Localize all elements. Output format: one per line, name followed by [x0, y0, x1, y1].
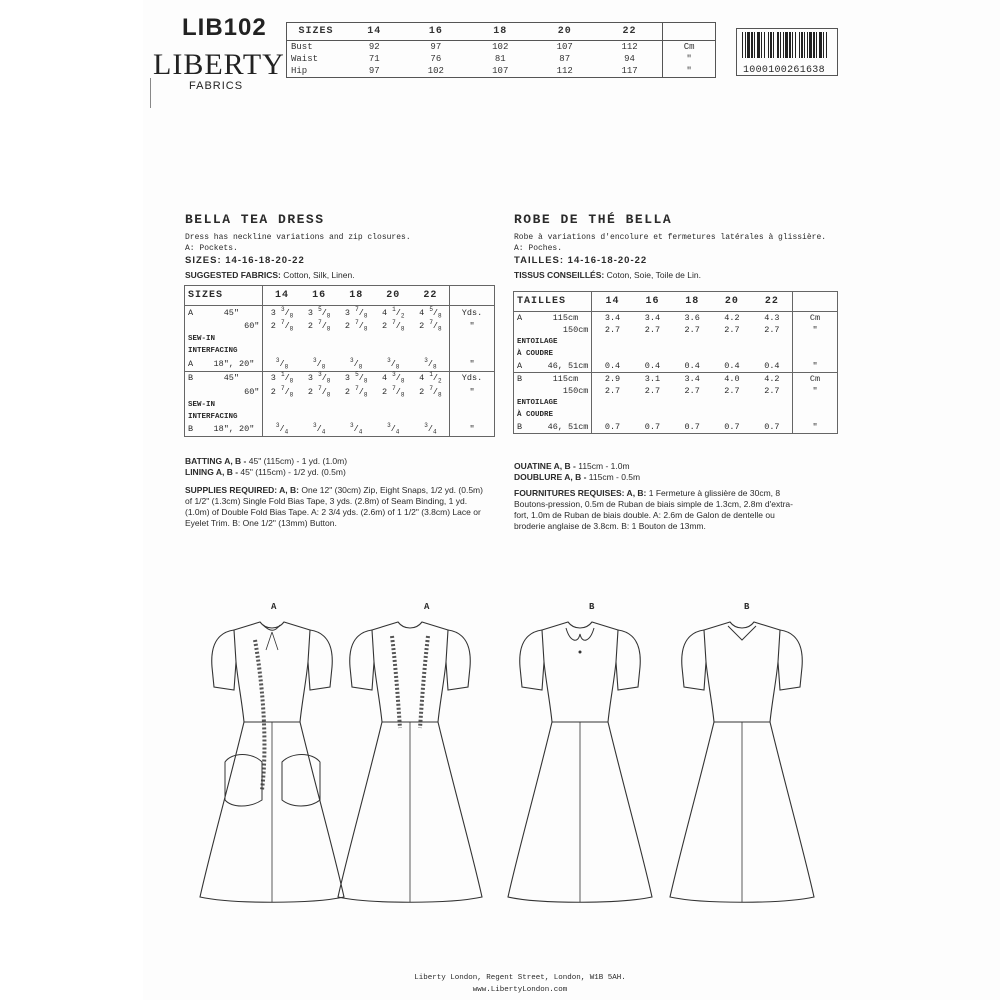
fabrics-label: TISSUS CONSEILLÉS: [514, 270, 605, 280]
measurement-value: 92 [368, 42, 380, 52]
measurement-unit: Cm [663, 41, 716, 54]
measurement-label: Bust [287, 41, 346, 54]
french-title: ROBE DE THÉ BELLA [514, 212, 673, 227]
yardage-unit: Yds. [450, 371, 495, 385]
measurement-value: 81 [494, 54, 506, 64]
batting-label: OUATINE A, B - [514, 461, 576, 471]
measurement-unit: " [663, 65, 716, 78]
row-label: ENTOILAGE [514, 397, 592, 409]
dress-view-a-front [200, 622, 344, 902]
view-label: B [589, 602, 595, 612]
batting-value: 115cm - 1.0m [578, 461, 630, 471]
row-label: A 45" [185, 306, 263, 320]
yardage-value: 2 $^7/_8$ [419, 319, 442, 334]
footer-website: www.LibertyLondon.com [472, 986, 568, 994]
fabrics-value: Coton, Soie, Toile de Lin. [606, 270, 701, 280]
yardage-value: 3 $^3/_8$ [301, 371, 338, 385]
yardage-value: 3 $^5/_8$ [338, 371, 375, 385]
yardage-value: $^3/_4$ [424, 422, 437, 437]
supplies-text: of 1/2" (1.3cm) Single Fold Bias Tape, 3 yds. (2.8m) of Seam Binding, 1 yd. [185, 496, 468, 506]
yardage-value: 2.7 [644, 325, 661, 335]
row-label: 150cm [514, 324, 592, 336]
measurement-label: Waist [287, 53, 346, 65]
yardage-value: 0.7 [724, 422, 740, 432]
english-sizes: SIZES: 14-16-18-20-22 [185, 255, 305, 266]
measurement-value: 97 [430, 42, 442, 52]
measurement-value: 76 [430, 54, 442, 64]
dress-view-b-back [670, 622, 814, 902]
row-label: À COUDRE [514, 348, 592, 360]
column-header: 14 [345, 23, 404, 41]
measurement-value: 117 [597, 65, 663, 78]
row-label: À COUDRE [514, 409, 592, 421]
yardage-value: 2.7 [684, 386, 700, 396]
measurement-value: 112 [621, 42, 638, 52]
view-label: A [424, 602, 430, 612]
fabrics-label: SUGGESTED FABRICS: [185, 270, 281, 280]
row-label: 60" [185, 385, 263, 399]
yardage-value: 3 $^3/_8$ [270, 306, 294, 320]
yardage-value: 4 $^5/_8$ [419, 306, 442, 320]
column-header: TAILLES [514, 292, 592, 312]
supplies-text: (1.0m) of Double Fold Bias Tape. A: 2 3/4 yds. (2.6m) of 1 1/2" (3.8cm) Lace or [185, 507, 481, 517]
yardage-value: 2.7 [684, 325, 700, 335]
english-title: BELLA TEA DRESS [185, 212, 325, 227]
yardage-value: 2 $^7/_8$ [344, 319, 368, 334]
column-header: 16 [633, 292, 673, 312]
yardage-value: 2.7 [644, 386, 661, 396]
yardage-unit: " [450, 357, 495, 371]
yardage-value: 4.2 [724, 313, 740, 323]
english-desc-line: Dress has neckline variations and zip closures. [185, 233, 411, 242]
yardage-unit: " [793, 360, 838, 373]
yardage-value: $^3/_8$ [350, 357, 363, 371]
yardage-unit: Cm [793, 373, 838, 386]
english-desc-line: A: Pockets. [185, 244, 238, 253]
yardage-unit: " [793, 385, 838, 397]
supplies-text: Eyelet Trim. B: One 1/2" (13mm) Button. [185, 518, 337, 528]
supplies-label: SUPPLIES REQUIRED: A, B: [185, 485, 299, 495]
yardage-value: 0.7 [684, 422, 700, 432]
row-label: ENTOILAGE [514, 336, 592, 348]
row-label: INTERFACING [185, 345, 263, 357]
yardage-value: 3.4 [672, 373, 712, 386]
brand-subtitle: FABRICS [189, 80, 244, 92]
yardage-value: 3.4 [604, 313, 621, 323]
french-desc-line: A: Poches. [514, 244, 563, 253]
yardage-unit: " [450, 320, 495, 334]
batting-label: BATTING A, B - [185, 456, 247, 466]
yardage-value: 2.9 [592, 373, 633, 386]
lining-label: DOUBLURE A, B - [514, 472, 587, 482]
yardage-value: 2 $^7/_8$ [419, 385, 442, 399]
measurement-value: 107 [468, 65, 532, 78]
yardage-value: $^3/_8$ [275, 357, 289, 371]
yardage-value: $^3/_4$ [312, 422, 326, 437]
row-label: 150cm [514, 385, 592, 397]
yardage-value: 4 $^1/_2$ [381, 306, 405, 320]
column-header: 22 [412, 286, 450, 306]
row-label: INTERFACING [185, 411, 263, 423]
yardage-value: 0.4 [684, 361, 700, 371]
yardage-value: 2 $^7/_8$ [381, 385, 405, 399]
column-header: 16 [301, 286, 338, 306]
measurement-value: 97 [345, 65, 404, 78]
dress-view-b-front [508, 622, 652, 902]
yardage-value: 3 $^1/_8$ [263, 371, 301, 385]
french-sizes: TAILLES: 14-16-18-20-22 [514, 255, 648, 266]
yardage-value: 0.7 [764, 422, 780, 432]
yardage-value: $^3/_4$ [387, 422, 400, 437]
yardage-value: $^3/_8$ [424, 357, 437, 371]
brand-logo: LIBERTY [153, 48, 285, 81]
column-header: SIZES [287, 23, 346, 41]
column-header: 20 [532, 23, 596, 41]
supplies-text: One 12" (30cm) Zip, Eight Snaps, 1/2 yd. (0.5m) [301, 485, 483, 495]
supplies-text: Boutons-pression, 0.5m de Ruban de biais simple de 1.3cm, 2.8m d'extra- [514, 499, 793, 509]
yardage-value: 0.7 [644, 422, 661, 432]
yardage-unit: " [793, 421, 838, 434]
yardage-value: 2.7 [764, 386, 780, 396]
row-label: A 18", 20" [185, 357, 263, 371]
yardage-value: 3 $^7/_8$ [344, 306, 368, 320]
row-label: 60" [185, 320, 263, 334]
supplies-text: broderie anglaise de 3.8cm. B: 1 Bouton de 13mm. [514, 521, 706, 531]
fabrics-value: Cotton, Silk, Linen. [283, 270, 355, 280]
row-label: SEW-IN [185, 333, 263, 345]
supplies-label: FOURNITURES REQUISES: A, B: [514, 488, 647, 498]
column-header: 18 [672, 292, 712, 312]
row-label: B 46, 51cm [514, 421, 592, 434]
yardage-value: 4 $^3/_8$ [375, 371, 412, 385]
yardage-unit: " [793, 324, 838, 336]
column-header: 18 [468, 23, 532, 41]
yardage-value: 2 $^7/_8$ [270, 385, 294, 399]
yardage-value: 0.4 [604, 361, 621, 371]
column-header: 16 [404, 23, 468, 41]
yardage-value: 4 $^1/_2$ [412, 371, 450, 385]
yardage-value: 3.4 [644, 313, 661, 323]
column-header: 20 [375, 286, 412, 306]
yardage-unit: " [450, 423, 495, 437]
row-label: SEW-IN [185, 399, 263, 411]
column-header: 22 [752, 292, 793, 312]
measurement-value: 102 [404, 65, 468, 78]
column-header: 22 [597, 23, 663, 41]
yardage-value: 4.2 [752, 373, 793, 386]
yardage-value: 2 $^7/_8$ [307, 385, 331, 399]
yardage-value: 2 $^7/_8$ [270, 319, 294, 334]
french-desc-line: Robe à variations d'encolure et fermetures latérales à glissière. [514, 233, 827, 242]
measurement-unit: " [663, 53, 716, 65]
yardage-value: $^3/_8$ [387, 357, 400, 371]
measurement-value: 71 [368, 54, 380, 64]
supplies-text: 1 Fermeture à glissière de 30cm, 8 [648, 488, 781, 498]
footer-address: Liberty London, Regent Street, London, W1B 5AH. [414, 974, 626, 982]
row-label: B 45" [185, 371, 263, 385]
measurement-label: Hip [287, 65, 346, 78]
measurement-value: 87 [559, 54, 571, 64]
measurement-value: 102 [492, 42, 509, 52]
yardage-value: 4.0 [712, 373, 752, 386]
lining-value: 115cm - 0.5m [588, 472, 641, 482]
yardage-unit: " [450, 385, 495, 399]
yardage-value: 2 $^7/_8$ [344, 385, 368, 399]
batting-value: 45" (115cm) - 1 yd. (1.0m) [248, 456, 348, 466]
view-label: A [271, 602, 277, 612]
column-header: 14 [592, 292, 633, 312]
column-header: 18 [338, 286, 375, 306]
dress-view-a-back [338, 622, 482, 902]
row-label: B 18", 20" [185, 423, 263, 437]
yardage-value: 2.7 [604, 386, 621, 396]
yardage-value: 2.7 [724, 386, 740, 396]
column-header: 14 [263, 286, 301, 306]
measurement-value: 112 [532, 65, 596, 78]
yardage-value: 0.7 [604, 422, 621, 432]
yardage-value: $^3/_4$ [350, 422, 363, 437]
lining-value: 45" (115cm) - 1/2 yd. (0.5m) [240, 467, 346, 477]
yardage-unit: Cm [793, 312, 838, 325]
yardage-value: 3.6 [684, 313, 700, 323]
lining-label: LINING A, B - [185, 467, 239, 477]
row-label: A 46, 51cm [514, 360, 592, 373]
yardage-value: 2 $^7/_8$ [307, 319, 331, 334]
yardage-value: 2.7 [724, 325, 740, 335]
yardage-unit: Yds. [450, 306, 495, 320]
yardage-value: 2.7 [764, 325, 780, 335]
yardage-value: 2.7 [604, 325, 621, 335]
view-label: B [744, 602, 750, 612]
yardage-value: 3 $^5/_8$ [307, 306, 331, 320]
column-header: 20 [712, 292, 752, 312]
supplies-text: fort, 1.0m de Ruban de biais double. A: 2.6m de Galon de dentelle ou [514, 510, 775, 520]
row-label: B 115cm [514, 373, 592, 386]
yardage-value: $^3/_8$ [312, 357, 326, 371]
yardage-value: 2 $^7/_8$ [381, 319, 405, 334]
measurement-value: 94 [624, 54, 635, 64]
yardage-value: 3.1 [633, 373, 673, 386]
yardage-value: 0.4 [644, 361, 661, 371]
yardage-value: 0.4 [764, 361, 780, 371]
barcode-number: 1000100261638 [743, 65, 825, 76]
column-header: SIZES [185, 286, 263, 306]
measurement-value: 107 [556, 42, 573, 52]
pattern-code: LIB102 [182, 14, 267, 41]
yardage-value: 4.3 [764, 313, 780, 323]
yardage-value: $^3/_4$ [275, 422, 289, 437]
yardage-value: 0.4 [724, 361, 740, 371]
row-label: A 115cm [514, 312, 592, 325]
